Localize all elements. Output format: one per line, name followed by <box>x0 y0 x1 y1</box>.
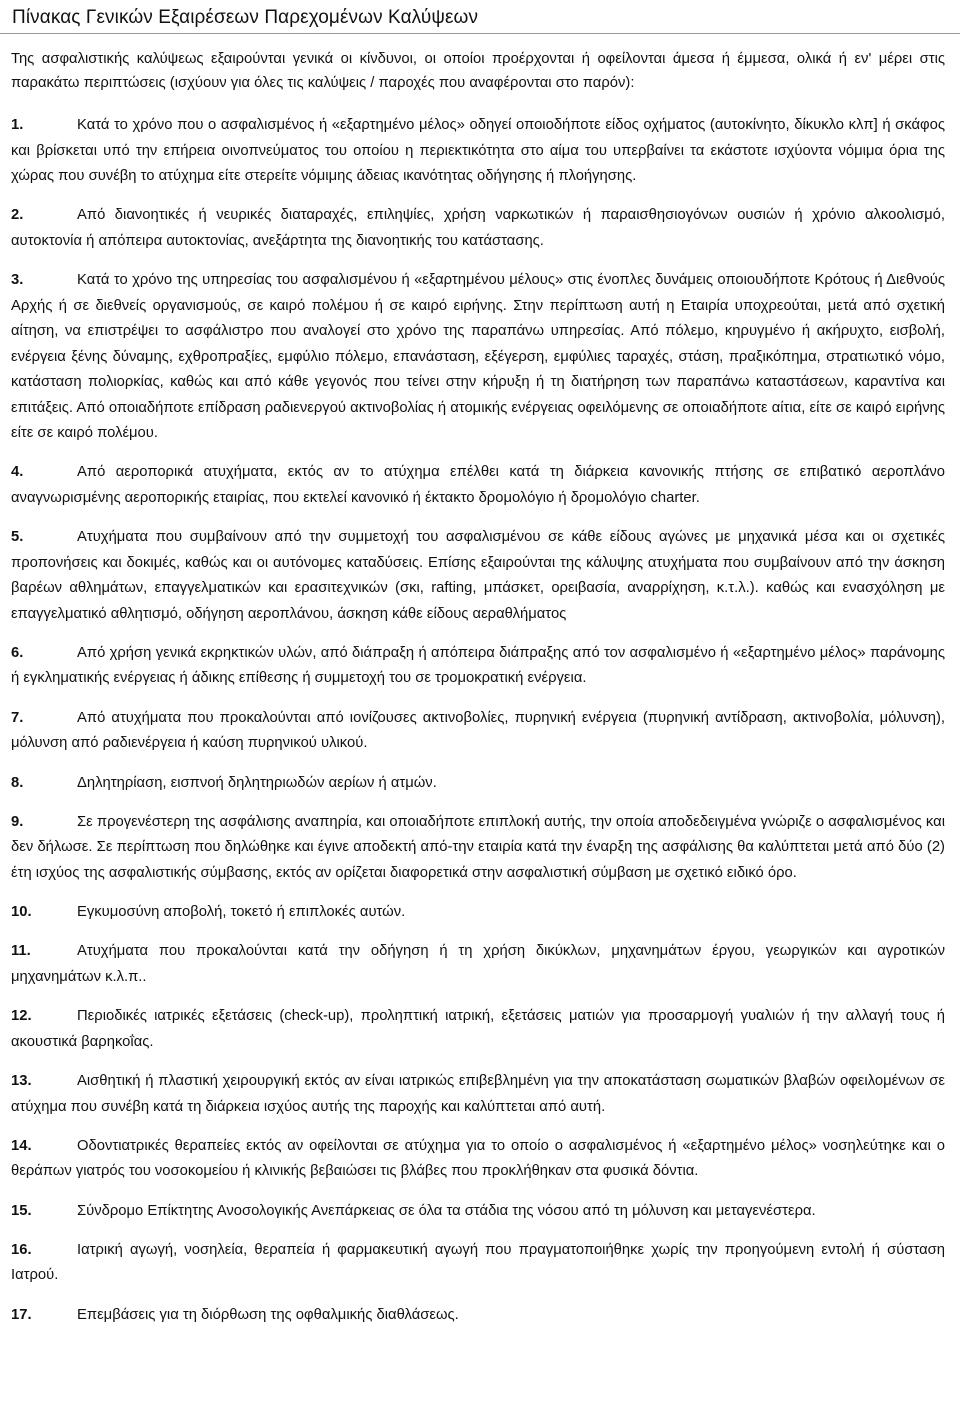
list-item <box>11 641 945 692</box>
list-item <box>11 1134 945 1185</box>
item-text: Κατά το χρόνο της υπηρεσίας του ασφαλισμένου ή «εξαρτημένου μέλους» στις ένοπλες δυνάμεις οποιουδήποτε Κρότους ή Διεθνούς Αρχής ή σε διεθνείς οργανισμούς, σε καιρό πολέμου ή σε καιρό ειρήνης. Στην περίπτωση αυτή η Εταιρία υποχρεούται, μετά από σχετική αίτηση, να επιστρέψει το ασφάλιστρο που αναλογεί στο χρόνο της παραπάνω υπηρεσίας. Από πόλεμο, κηρυγμένο ή ακήρυχτο, εισβολή, ενέργεια ξένης δύναμης, εχθροπραξίες, εμφύλιο πόλεμο, επανάσταση, εξέγερση, εμφύλιες ταραχές, στάση, πραξικόπημα, στρατιωτικό νόμο, κατάσταση πολιορκίας, καθώς και από κάθε γεγονός που τείνει στην κήρυξη ή τη διατήρηση των παραπάνω καταστάσεων, καραντίνα και επιτάξεις. Από οποιαδήποτε επίδραση ραδιενεργού ακτινοβολίας ή ατομικής ενέργειας οφειλόμενης σε οποιαδήποτε αίτια, είτε σε καιρό ειρήνης είτε σε καιρό πολέμου. <box>11 272 945 442</box>
item-text: Από ατυχήματα που προκαλούνται από ιονίζουσες ακτινοβολίες, πυρηνική ενέργεια (πυρηνική αντίδραση, ακτινοβολία, μόλυνση), μόλυνση από ραδιενέργεια ή καύση πυρηνικού υλικού. <box>11 709 945 752</box>
item-text: Επεμβάσεις για τη διόρθωση της οφθαλμικής διαθλάσεως. <box>77 1306 459 1323</box>
document-title: Πίνακας Γενικών Εξαιρέσεων Παρεχομένων Καλύψεων <box>12 7 479 28</box>
item-number: 17. <box>11 1306 32 1323</box>
list-item <box>11 525 945 627</box>
item-text: Περιοδικές ιατρικές εξετάσεις (check-up), προληπτική ιατρική, εξετάσεις ματιών για προσαρμογή γυαλιών ή την αλλαγή τους ή ακουστικά βαρηκοΐας. <box>11 1008 945 1050</box>
item-text: Από διανοητικές ή νευρικές διαταραχές, επιληψίες, χρήση ναρκωτικών ή παραισθησιογόνων ουσιών ή χρόνιο αλκοολισμό, αυτοκτονία ή απόπειρα αυτοκτονίας, ανεξάρτητα της διανοητικής του κατάστασης. <box>11 207 945 249</box>
item-number: 7. <box>11 709 24 726</box>
list-item <box>11 900 945 926</box>
list-item <box>11 810 945 887</box>
item-number: 4. <box>11 464 24 481</box>
list-item <box>11 1199 945 1225</box>
item-text: Κατά το χρόνο που ο ασφαλισμένος ή «εξαρτημένο μέλος» οδηγεί οποιοδήποτε είδος οχήματος (αυτοκίνητο, δίκυκλο κλπ] ή σκάφος και βρίσκεται υπό την επήρεια οινοπνεύματος του οποίου η περιεκτικότητα στο αίμα του υπερβαίνει τα εκάστοτε ισχύοντα νόμιμα όρια της χώρας που συνέβη το ατύχημα είτε στερείτε νόμιμης άδειας ικανότητας οδήγησης ή πλοήγησης. <box>11 117 945 184</box>
item-text: Αισθητική ή πλαστική χειρουργική εκτός αν είναι ιατρικώς επιβεβλημένη για την αποκατάσταση σωματικών βλαβών οφειλομένων σε ατύχημα που συνέβη κατά τη διάρκεια ισχύος αυτής της παροχής και καλύπτεται από αυτή. <box>11 1073 945 1115</box>
item-number: 10. <box>11 904 32 921</box>
item-text: Ιατρική αγωγή, νοσηλεία, θεραπεία ή φαρμακευτική αγωγή που πραγματοποιήθηκε χωρίς την προηγούμενη εντολή ή σύσταση Ιατρού. <box>11 1241 945 1284</box>
item-number: 16. <box>11 1241 32 1258</box>
item-number: 13. <box>11 1073 32 1090</box>
list-item <box>11 939 945 990</box>
list-item <box>11 460 945 511</box>
list-item <box>11 706 945 757</box>
intro-paragraph: Της ασφαλιστικής καλύψεως εξαιρούνται γενικά οι κίνδυνοι, οι οποίοι προέρχονται ή οφείλονται άμεσα ή έμμεσα, ολικά ή εν' μέρει στις παρακάτω περιπτώσεις (ισχύουν για όλες τις καλύψεις / παροχές που αναφέρονται στο παρόν): <box>11 51 945 91</box>
list-item <box>11 771 945 797</box>
item-text: Σε προγενέστερη της ασφάλισης αναπηρία, και οποιαδήποτε επιπλοκή αυτής, την οποία αποδεδειγμένα γνώριζε ο ασφαλισμένος και δεν δήλωσε. Σε περίπτωση που δηλώθηκε και έγινε αποδεκτή από-την εταιρία κατά την έναρξη της ασφάλισης θα καλύπτεται μετά από δύο (2) έτη ισχύος της ασφαλιστικής σύμβασης, εκτός αν ορίζεται διαφορετικά στην ασφαλιστική σύμβαση με σχετικό ειδικό όρο. <box>11 813 945 881</box>
list-item <box>11 113 945 190</box>
list-item <box>11 268 945 447</box>
item-text: Ατυχήματα που συμβαίνουν από την συμμετοχή του ασφαλισμένου σε κάθε είδους αγώνες με μηχανικά μέσα και οι σχετικές προπονήσεις και δοκιμές, καθώς και οι αυτόνομες καταδύσεις. Επίσης εξαιρούνται της κάλυψης ατυχήματα που συμβαίνουν από την άσκηση βαρέων αθλημάτων, επαγγελματικών και ερασιτεχνικών (σκι, rafting, μπάσκετ, ορειβασία, αναρρίχηση, κ.τ.λ.). καθώς και ενασχόληση με επαγγελματικό αθλητισμό, οδήγηση αεροπλάνου, άσκηση κάθε είδους αεραθλήματος <box>11 529 945 622</box>
list-item <box>11 203 945 254</box>
item-text: Δηλητηρίαση, εισπνοή δηλητηριωδών αερίων ή ατμών. <box>77 774 437 791</box>
document-body <box>0 34 960 1328</box>
list-item <box>11 1069 945 1120</box>
item-text: Σύνδρομο Επίκτητης Ανοσολογικής Ανεπάρκειας σε όλα τα στάδια της νόσου από τη μόλυνση και μεταγενέστερα. <box>77 1202 816 1219</box>
item-number: 6. <box>11 644 24 661</box>
item-number: 12. <box>11 1008 32 1025</box>
item-number: 11. <box>11 943 31 960</box>
list-item <box>11 1238 945 1289</box>
item-text: Από αεροπορικά ατυχήματα, εκτός αν το ατύχημα επέλθει κατά τη διάρκεια κανονικής πτήσης σε επιβατικό αεροπλάνο αναγνωρισμένης αεροπορικής εταιρίας, που εκτελεί κανονικό ή έκτακτο δρομολόγιο ή δρομολόγιο charter. <box>11 464 945 506</box>
item-number: 14. <box>11 1137 32 1154</box>
item-text: Από χρήση γενικά εκρηκτικών υλών, από διάπραξη ή απόπειρα διάπραξης από τον ασφαλισμένο ή «εξαρτημένο μέλος» παράνομης ή εγκληματικής ενέργειας ή άδικης επίθεσης ή συμμετοχή του σε τρομοκρατική ενέργεια. <box>11 644 945 687</box>
item-text: Ατυχήματα που προκαλούνται κατά την οδήγηση ή τη χρήση δικύκλων, μηχανημάτων έργου, γεωργικών και αγροτικών μηχανημάτων κ.λ.π.. <box>11 943 945 985</box>
document-header <box>0 0 960 34</box>
item-number: 15. <box>11 1202 32 1219</box>
item-number: 2. <box>11 207 24 224</box>
item-number: 9. <box>11 813 24 830</box>
item-text: Εγκυμοσύνη αποβολή, τοκετό ή επιπλοκές αυτών. <box>77 904 406 921</box>
list-item <box>11 1004 945 1055</box>
exclusions-list <box>11 113 945 1328</box>
list-item <box>11 1303 945 1329</box>
item-number: 3. <box>11 272 24 289</box>
item-text: Οδοντιατρικές θεραπείες εκτός αν οφείλονται σε ατύχημα για το οποίο ο ασφαλισμένος ή «εξαρτημένο μέλος» νοσηλεύτηκε και ο θεράπων γιατρός του νοσοκομείου ή κλινικής βεβαιώσει τις βλάβες που προκλήθηκαν στα φυσικά δόντια. <box>11 1137 945 1180</box>
item-number: 1. <box>11 117 24 133</box>
item-number: 8. <box>11 774 24 791</box>
item-number: 5. <box>11 529 24 546</box>
